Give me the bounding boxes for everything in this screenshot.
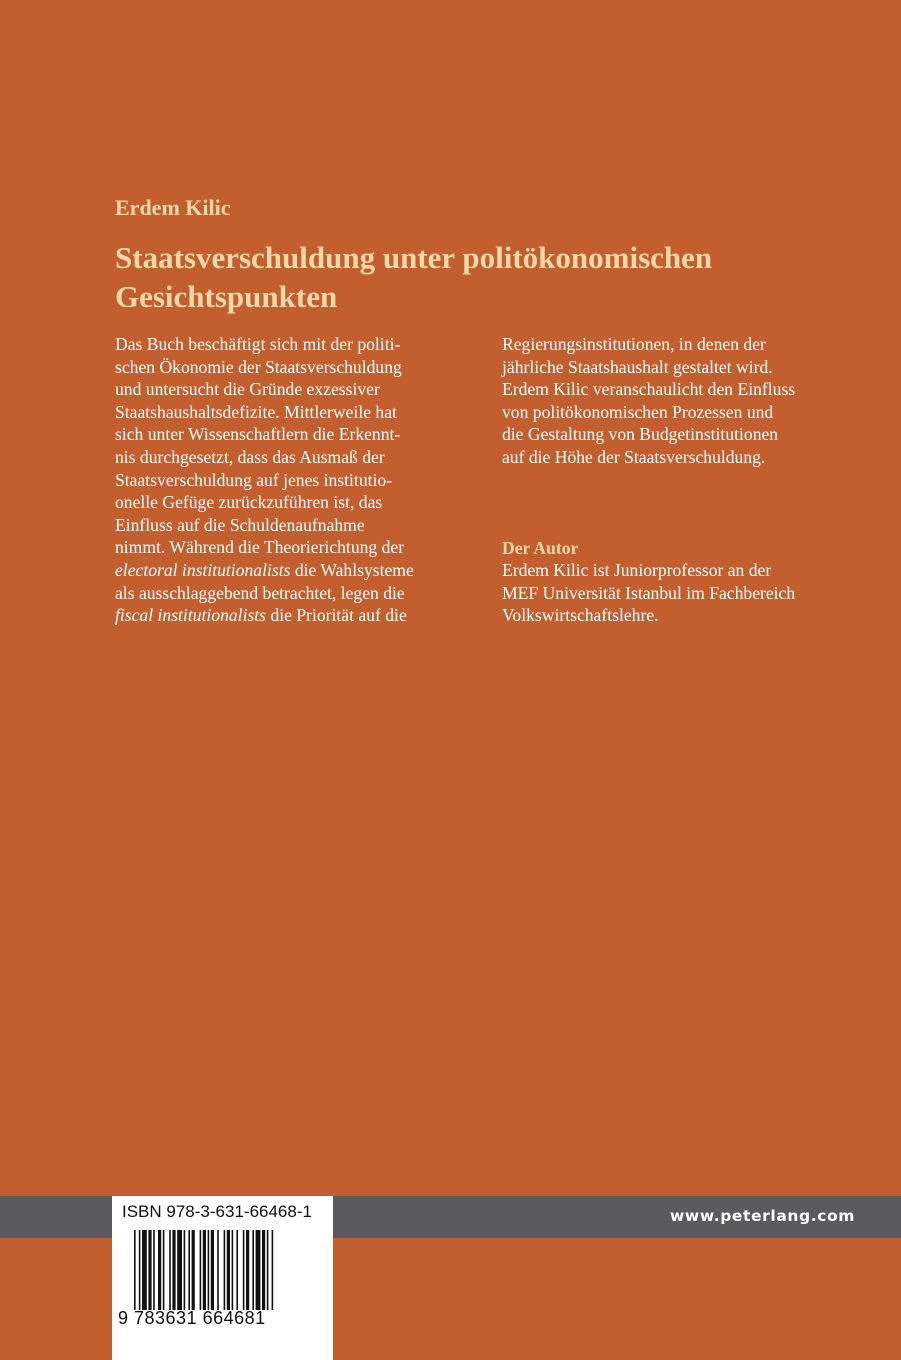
barcode-bar [243,1230,245,1310]
blurb-line: Einfluss auf die Schuldenaufnahme [115,514,365,535]
barcode-bar [142,1230,147,1310]
blurb-line: und untersucht die Gründe exzessiver [115,379,380,400]
barcode-bar [139,1230,141,1310]
barcode-bar [134,1230,136,1310]
blurb-right-column [502,333,852,627]
blurb-line: Staatshaushaltsdefizite. Mittlerweile hat [115,401,397,422]
barcode-bar [267,1230,269,1310]
blurb-line [115,559,465,582]
blurb-line: Staatsverschuldung auf jenes institutio- [115,469,393,490]
barcode-bar [203,1230,206,1310]
italic-term: electoral institutionalists [115,559,291,580]
barcode-bar [246,1230,249,1310]
barcode-bar [172,1230,175,1310]
blurb-line: sich unter Wissenschaftlern die Erkennt- [115,424,401,445]
blurb-line: nimmt. Während die Theorierichtung der [115,537,405,558]
barcode-bar [232,1230,234,1310]
barcode-bar [177,1230,182,1310]
barcode-bar [163,1230,165,1310]
publisher-url[interactable]: www.peterlang.com [669,1207,855,1225]
blurb-line: als ausschlaggebend betrachtet, legen die [115,582,405,603]
barcode-bar [158,1230,161,1310]
blurb-line: von politökonomischen Prozessen und [502,401,774,422]
author-name: Erdem Kilic [115,195,231,220]
barcode-bar [184,1230,186,1310]
barcode-bar [227,1230,230,1310]
barcode-digits: 9 783631 664681 [118,1308,266,1328]
barcode-bar [192,1230,195,1310]
blurb-line [115,604,465,627]
about-author-heading: Der Autor [502,537,579,558]
blurb-line: Erdem Kilic veranschaulicht den Einfluss [502,379,796,400]
barcode-bar [148,1230,151,1310]
barcode-bar [217,1230,219,1310]
blurb-line: Regierungsinstitutionen, in denen der [502,334,766,354]
blurb-line: Das Buch beschäftigt sich mit der politi- [115,334,401,354]
title-line: Staatsverschuldung unter politökonomischen [115,240,713,275]
blurb-line: die Gestaltung von Budgetinstitutionen [502,424,779,445]
barcode-bar [211,1230,214,1310]
isbn-label: ISBN 978-3-631-66468-1 [122,1202,312,1221]
barcode-bar [252,1230,254,1310]
about-author-line: MEF Universität Istanbul im Fachbereich [502,582,796,603]
barcode-bar [262,1230,265,1310]
barcode-bar [236,1230,238,1310]
barcode-bar [272,1230,274,1310]
about-author-line: Erdem Kilic ist Juniorprofessor an der [502,560,772,581]
title-line: Gesichtspunkten [115,279,338,314]
blurb-line: jährliche Staatshaushalt gestaltet wird. [502,356,773,377]
blurb-line: nis durchgesetzt, dass das Ausmaß der [115,446,385,467]
about-author-line: Volkswirtschaftslehre. [502,605,659,626]
blurb-line: onelle Gefüge zurückzuführen ist, das [115,492,383,513]
italic-term: fiscal institutionalists [115,605,267,626]
barcode-panel [112,1196,333,1360]
blurb-text: die Wahlsysteme [290,559,414,580]
barcode-bar [256,1230,261,1310]
blurb-left-column [115,333,465,627]
barcode-bar [200,1230,202,1310]
barcode-bar [208,1230,210,1310]
blurb-text: die Priorität auf die [266,605,407,626]
barcode-bar [169,1230,171,1310]
book-title [115,238,835,316]
barcode-bar [153,1230,155,1310]
blurb-line: auf die Höhe der Staatsverschuldung. [502,446,766,467]
barcode-bar [188,1230,190,1310]
barcode-bar [224,1230,226,1310]
blurb-line: schen Ökonomie der Staatsverschuldung [115,356,402,377]
